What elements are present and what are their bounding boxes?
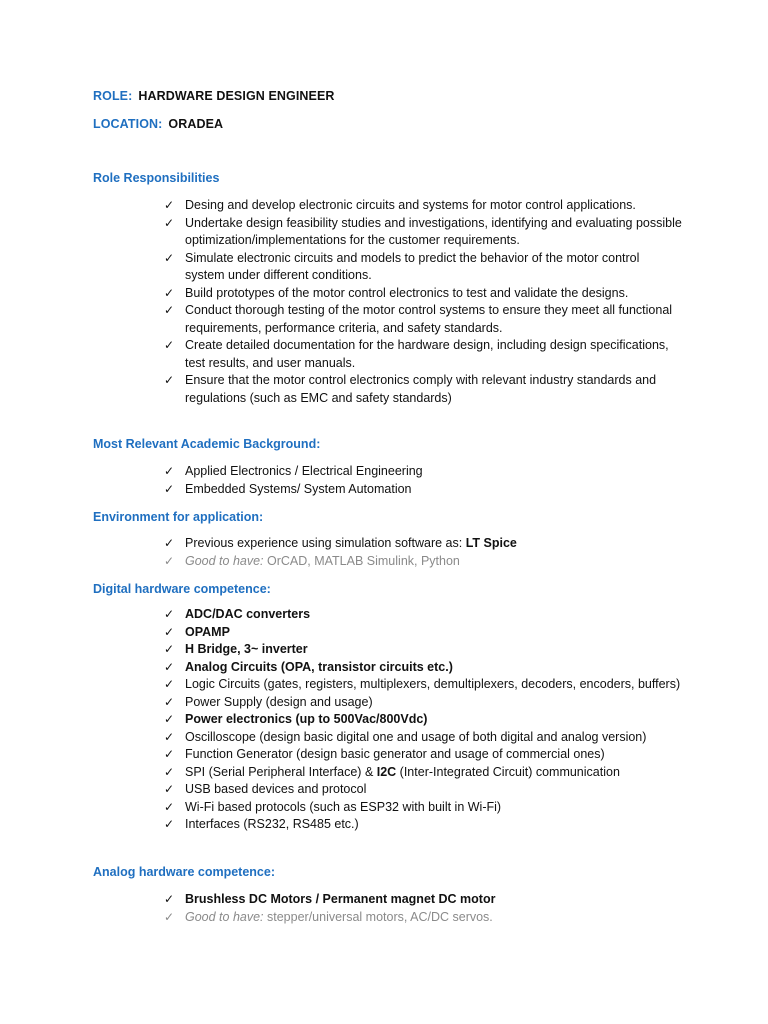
section-title-environment: Environment for application: (93, 510, 264, 524)
check-icon: ✓ (163, 373, 175, 387)
location-label: LOCATION: (93, 117, 163, 131)
section-title-analog: Analog hardware competence: (93, 865, 275, 879)
environment-list (162, 535, 682, 570)
check-icon: ✓ (163, 892, 175, 906)
list-item: ✓ Create detailed documentation for the hardware design, including design specifications, test results, and user manuals. (163, 338, 669, 370)
digital-list (162, 606, 682, 834)
list-item: ✓ Function Generator (design basic generator and usage of commercial ones) (162, 746, 682, 764)
check-icon: ✓ (163, 481, 175, 496)
list-item: ✓ SPI (Serial Peripheral Interface) & I2C (Inter-Integrated Circuit) communication (162, 764, 682, 782)
list-item: ✓ Desing and develop electronic circuits and systems for motor control applications. (162, 197, 682, 215)
list-item: ✓ Ensure that the motor control electronics comply with relevant industry standards and regulations (such as EMC and safety standards) (163, 373, 657, 405)
list-item: ✓ Good to have: OrCAD, MATLAB Simulink, Python (162, 553, 682, 571)
list-item: ✓ Logic Circuits (gates, registers, multiplexers, demultiplexers, decoders, encoders, buffers) (162, 676, 682, 694)
list-item: ✓ Power Supply (design and usage) (162, 694, 682, 712)
check-icon: ✓ (163, 782, 175, 796)
list-item: ✓ Power electronics (up to 500Vac/800Vdc) (162, 711, 682, 729)
check-icon: ✓ (163, 285, 175, 300)
list-item: ✓ Simulate electronic circuits and models to predict the behavior of the motor control system under different conditions. (163, 250, 640, 282)
list-item: ✓ Interfaces (RS232, RS485 etc.) (162, 816, 682, 834)
check-icon: ✓ (163, 303, 175, 317)
check-icon: ✓ (163, 747, 175, 761)
list-item: ✓ ADC/DAC converters (162, 606, 682, 624)
list-item: ✓ Oscilloscope (design basic digital one and usage of both digital and analog version) (162, 729, 682, 747)
check-icon: ✓ (163, 553, 175, 568)
location-line (93, 117, 223, 131)
section-title-academic: Most Relevant Academic Background: (93, 437, 321, 451)
list-item: ✓ Build prototypes of the motor control electronics to test and validate the designs. (162, 285, 682, 303)
academic-list (162, 463, 682, 498)
check-icon: ✓ (163, 909, 175, 924)
check-icon: ✓ (163, 624, 175, 639)
check-icon: ✓ (163, 338, 175, 352)
list-item: ✓ Conduct thorough testing of the motor control systems to ensure they meet all functional requirements, performance criteria, and safety standards. (163, 303, 673, 335)
check-icon: ✓ (163, 712, 175, 726)
check-icon: ✓ (163, 659, 175, 674)
location-value: ORADEA (168, 117, 224, 131)
list-item: ✓ USB based devices and protocol (162, 781, 682, 799)
section-title-digital: Digital hardware competence: (93, 582, 271, 596)
section-title-responsibilities: Role Responsibilities (93, 171, 220, 185)
check-icon: ✓ (163, 677, 175, 691)
list-item: ✓ Brushless DC Motors / Permanent magnet DC motor (162, 891, 682, 909)
check-icon: ✓ (163, 250, 175, 265)
list-item: ✓ OPAMP (162, 624, 682, 642)
check-icon: ✓ (163, 464, 175, 478)
list-item: ✓ Applied Electronics / Electrical Engineering (162, 463, 682, 481)
check-icon: ✓ (163, 607, 175, 621)
list-item: ✓ Embedded Systems/ System Automation (162, 481, 682, 499)
check-icon: ✓ (163, 799, 175, 814)
list-item: ✓ Analog Circuits (OPA, transistor circuits etc.) (162, 659, 682, 677)
check-icon: ✓ (163, 764, 175, 779)
check-icon: ✓ (163, 215, 175, 230)
responsibilities-list (162, 197, 682, 407)
list-item: ✓ Good to have: stepper/universal motors, AC/DC servos. (162, 909, 682, 927)
check-icon: ✓ (163, 694, 175, 709)
check-icon: ✓ (163, 642, 175, 656)
role-label: ROLE: (93, 89, 133, 103)
list-item: ✓ Previous experience using simulation software as: LT Spice (162, 535, 682, 553)
check-icon: ✓ (163, 817, 175, 831)
check-icon: ✓ (163, 198, 175, 212)
role-line (93, 89, 335, 103)
list-item: ✓ Wi-Fi based protocols (such as ESP32 with built in Wi-Fi) (162, 799, 682, 817)
check-icon: ✓ (163, 729, 175, 744)
list-item: ✓ Undertake design feasibility studies and investigations, identifying and evaluating possible optimization/implementations for the customer requirements. (163, 215, 682, 247)
list-item: ✓ H Bridge, 3~ inverter (162, 641, 682, 659)
role-value: HARDWARE DESIGN ENGINEER (138, 89, 335, 103)
check-icon: ✓ (163, 536, 175, 550)
analog-list (162, 891, 682, 926)
